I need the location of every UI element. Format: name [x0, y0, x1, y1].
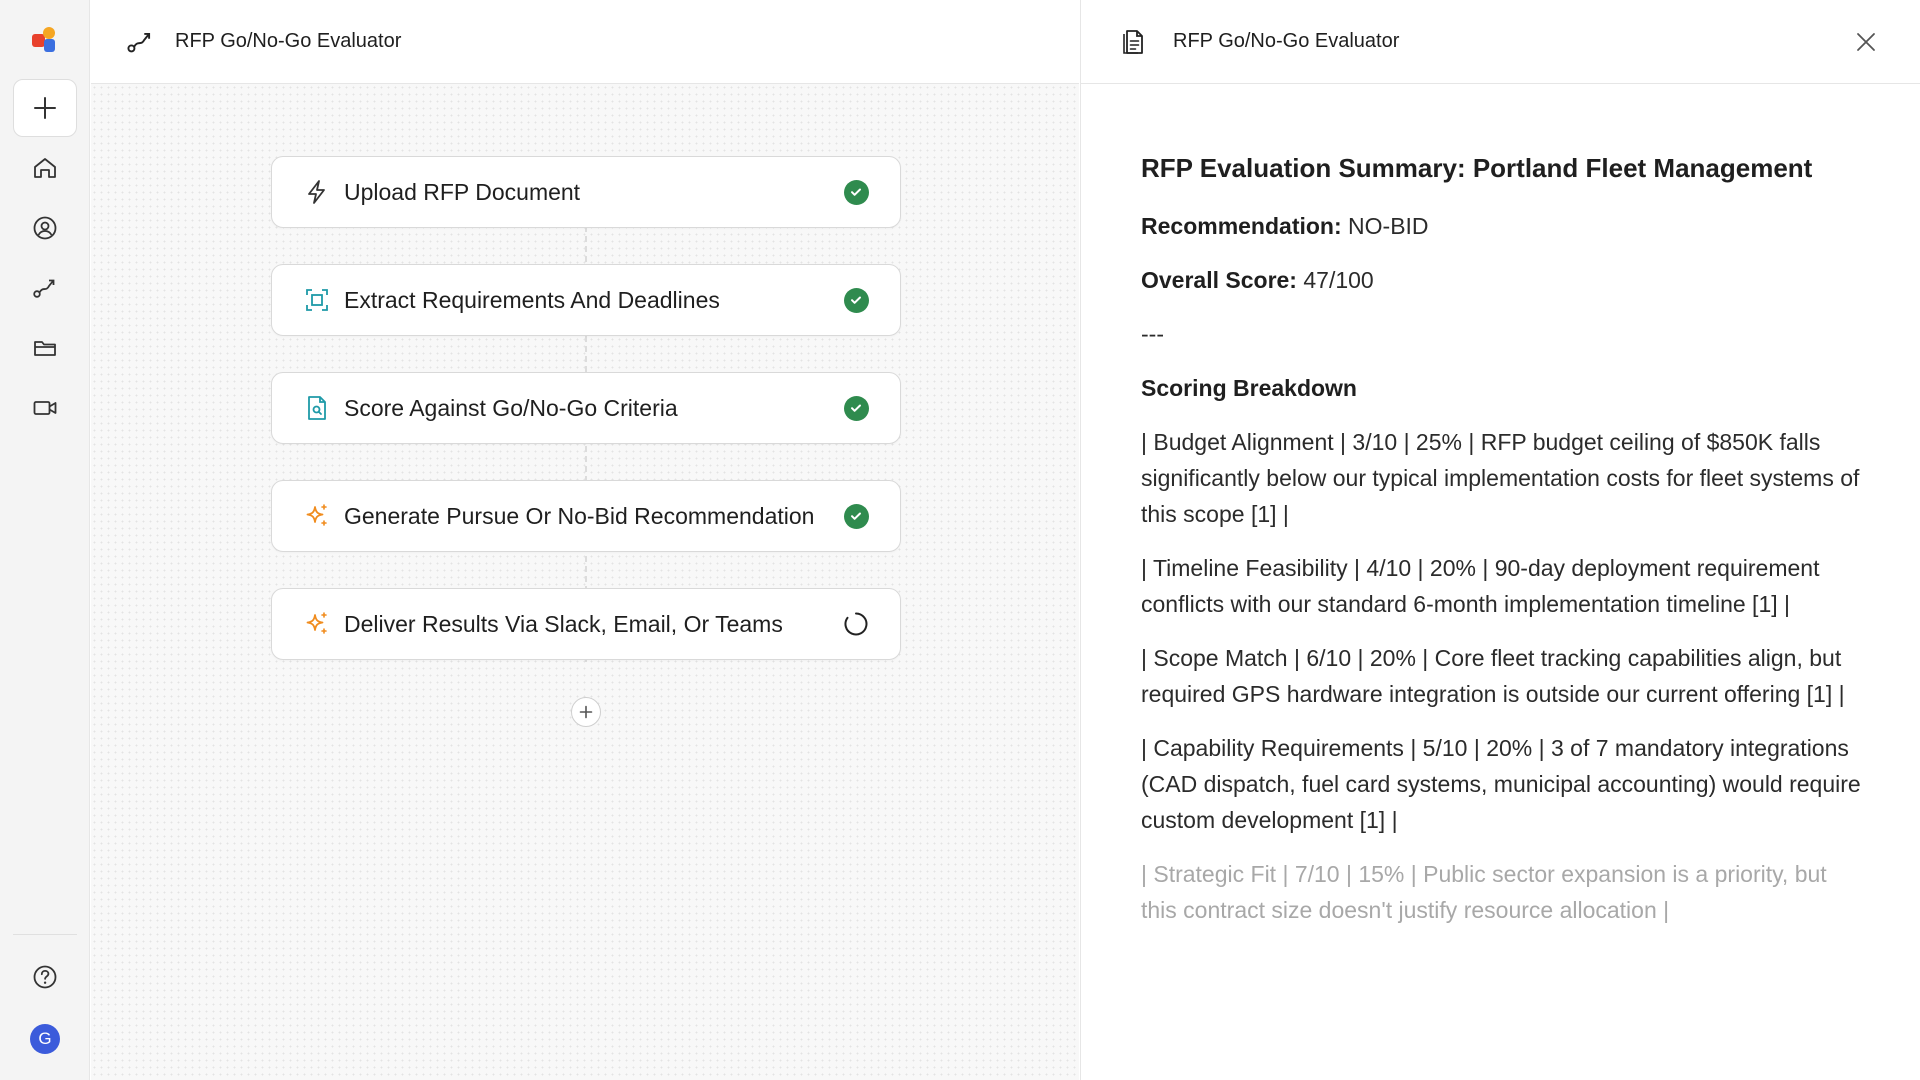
step-label: Deliver Results Via Slack, Email, Or Teams	[344, 610, 783, 637]
home-icon	[31, 154, 59, 182]
check-icon	[844, 288, 869, 313]
workflow-icon	[125, 27, 155, 57]
loading-spinner-icon	[842, 610, 870, 638]
step-status-loading	[842, 610, 870, 638]
step-label: Extract Requirements And Deadlines	[344, 286, 720, 313]
add-step-button[interactable]	[571, 697, 601, 727]
check-icon	[844, 396, 869, 421]
score-row-capability: | Capability Requirements | 5/10 | 20% | 3 of 7 mandatory integrations (CAD dispatch, fuel card systems, municipal accounting) would require custom development [1] |	[1141, 735, 1861, 833]
step-status-complete	[842, 502, 870, 530]
canvas-header	[91, 0, 1079, 84]
help-icon	[31, 963, 59, 991]
overall-score-label: Overall Score:	[1141, 267, 1297, 293]
avatar-initial: G	[38, 1029, 52, 1048]
home-button[interactable]	[13, 139, 77, 197]
canvas-title: RFP Go/No-Go Evaluator	[175, 30, 402, 52]
score-row-strategic-fit: | Strategic Fit | 7/10 | 15% | Public sector expansion is a priority, but this contract size doesn't justify resource allocation |	[1141, 861, 1827, 923]
score-row-timeline: | Timeline Feasibility | 4/10 | 20% | 90-day deployment requirement conflicts with our standard 6-month implementation timeline [1] |	[1141, 555, 1820, 617]
new-button[interactable]	[13, 79, 77, 137]
left-rail	[0, 0, 90, 1080]
close-icon	[1855, 31, 1877, 53]
step-status-complete	[842, 178, 870, 206]
summary-content	[1141, 150, 1861, 946]
step-label: Generate Pursue Or No-Bid Recommendation	[344, 502, 815, 529]
video-button[interactable]	[13, 379, 77, 437]
recommendation-label: Recommendation:	[1141, 213, 1342, 239]
step-generate-recommendation[interactable]	[271, 480, 901, 552]
document-icon	[1119, 27, 1149, 57]
help-button[interactable]	[13, 948, 77, 1006]
plus-icon	[31, 94, 59, 122]
step-extract-requirements[interactable]	[271, 264, 901, 336]
panel-header	[1081, 0, 1920, 84]
avatar[interactable]	[30, 1024, 60, 1054]
workflow-canvas[interactable]	[91, 0, 1079, 1080]
divider-text: ---	[1141, 321, 1164, 347]
rail-divider	[13, 934, 77, 935]
step-score-criteria[interactable]	[271, 372, 901, 444]
workflows-button[interactable]	[13, 259, 77, 317]
step-deliver-results[interactable]	[271, 588, 901, 660]
recommendation-value: NO-BID	[1348, 213, 1429, 239]
check-icon	[844, 504, 869, 529]
step-label: Score Against Go/No-Go Criteria	[344, 394, 678, 421]
summary-heading: RFP Evaluation Summary: Portland Fleet Management	[1141, 153, 1813, 183]
step-upload-rfp[interactable]	[271, 156, 901, 228]
brand-logo-icon[interactable]	[30, 26, 60, 54]
plus-icon	[578, 704, 594, 720]
score-row-scope: | Scope Match | 6/10 | 20% | Core fleet tracking capabilities align, but required GPS hardware integration is outside our current offering [1] |	[1141, 645, 1845, 707]
close-button[interactable]	[1852, 28, 1880, 56]
workflow-icon	[31, 274, 59, 302]
results-panel	[1080, 0, 1920, 1080]
video-icon	[31, 394, 59, 422]
step-label: Upload RFP Document	[344, 178, 581, 205]
overall-score-line	[1141, 262, 1861, 298]
user-circle-icon	[31, 214, 59, 242]
step-status-complete	[842, 286, 870, 314]
sparkle-icon	[302, 609, 332, 639]
panel-title: RFP Go/No-Go Evaluator	[1173, 30, 1400, 52]
document-search-icon	[302, 393, 332, 423]
files-button[interactable]	[13, 319, 77, 377]
profile-button[interactable]	[13, 199, 77, 257]
folder-icon	[31, 334, 59, 362]
scan-icon	[302, 285, 332, 315]
overall-score-value: 47/100	[1303, 267, 1374, 293]
recommendation-line	[1141, 208, 1861, 244]
breakdown-heading: Scoring Breakdown	[1141, 375, 1357, 401]
sparkle-icon	[302, 501, 332, 531]
check-icon	[844, 180, 869, 205]
step-status-complete	[842, 394, 870, 422]
score-row-budget: | Budget Alignment | 3/10 | 25% | RFP budget ceiling of $850K falls significantly below our typical implementation costs for fleet systems of this scope [1] |	[1141, 429, 1860, 527]
lightning-icon	[302, 177, 332, 207]
